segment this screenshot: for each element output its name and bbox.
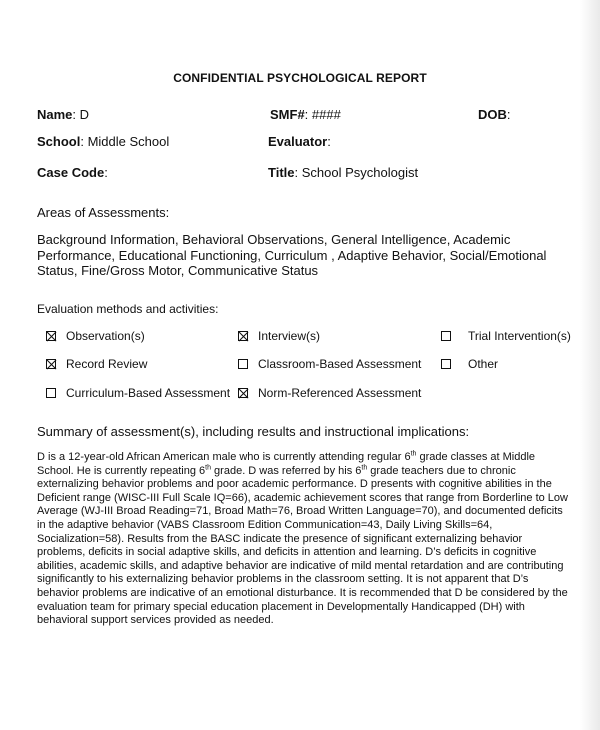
summary-text-part: grade classes at Middle School. He is currently repeating 6 (37, 451, 536, 477)
checkbox-empty-icon[interactable] (46, 388, 56, 398)
title-value: : School Psychologist (294, 165, 419, 180)
areas-heading: Areas of Assessments: (37, 205, 170, 220)
superscript: th (361, 463, 368, 471)
name-field (37, 107, 89, 122)
evaluator-field (268, 134, 331, 149)
smf-label: SMF# (270, 107, 305, 122)
summary-text-part: grade teachers due to chronic externalizing behavior problems and poor academic performance. D presents with cognitive abilities in the Deficient range (WISC-III Full Scale IQ=66), academic achievement scores that range from Borderline to Low Average (WJ-III Broad Reading=71, Broad Math=76, Broad Written Language=70), and documented deficits in the adaptive behavior (VABS Classroom Edition Communication=43, Daily Living Skills=64, Socialization=58). Results from the BASC indicate the presence of significant externalizing behavior problems, deficits in social adaptive skills, and deficits in attention and learning. D’s deficits in cognitive abilities, academic skills, and adaptive behavior are indicative of mild mental retardation and are contributing significantly to his externalizing behavior problems in the classroom setting. It is not apparent that D’s behavior problems are indicative of an emotional disturbance. It is recommended that D be considered by the evaluation team for primary special education placement in Developmentally Handicapped (DH) with behavioral support services provided as needed. (37, 464, 568, 627)
checkbox-label: Other (468, 357, 499, 371)
checkbox-label: Trial Intervention(s) (468, 329, 571, 343)
checkbox-classroom-based-assessment[interactable] (238, 357, 421, 371)
checkbox-checked-icon[interactable] (46, 359, 56, 369)
evaluator-label: Evaluator (268, 134, 328, 149)
smf-field (270, 107, 341, 122)
checkbox-checked-icon[interactable] (238, 331, 248, 341)
summary-text (37, 451, 569, 628)
case-code-field (37, 165, 108, 180)
school-field (37, 134, 169, 149)
checkbox-empty-icon[interactable] (238, 359, 248, 369)
checkbox-record-review[interactable] (46, 357, 147, 371)
summary-heading: Summary of assessment(s), including results and instructional implications: (37, 424, 470, 439)
checkbox-curriculum-based-assessment[interactable] (46, 386, 230, 400)
checkbox-checked-icon[interactable] (238, 388, 248, 398)
checkbox-other[interactable] (441, 357, 498, 371)
checkbox-observations[interactable] (46, 329, 145, 343)
checkbox-label: Curriculum-Based Assessment (66, 386, 231, 400)
school-value: : Middle School (80, 134, 170, 149)
page-edge-shadow (580, 0, 600, 730)
checkbox-label: Observation(s) (66, 329, 145, 343)
summary-text-part: grade. D was referred by his 6 (211, 464, 362, 477)
checkbox-label: Record Review (66, 357, 148, 371)
checkbox-label: Norm-Referenced Assessment (258, 386, 422, 400)
checkbox-checked-icon[interactable] (46, 331, 56, 341)
name-label: Name (37, 107, 73, 122)
dob-field (478, 107, 511, 122)
checkbox-trial-interventions[interactable] (441, 329, 571, 343)
summary-text-part: D is a 12-year-old African American male who is currently attending regular 6 (37, 451, 411, 463)
areas-text: Background Information, Behavioral Observations, General Intelligence, Academic Performance, Educational Functioning, Curriculum , Adaptive Behavior, Social/Emotional Status, Fine/Gross Motor, Communicative Status (37, 232, 547, 278)
checkbox-label: Interview(s) (258, 329, 321, 343)
title-field (268, 165, 418, 180)
case-code-value: : (104, 165, 108, 180)
dob-label: DOB (478, 107, 507, 122)
checkbox-interviews[interactable] (238, 329, 320, 343)
checkbox-empty-icon[interactable] (441, 359, 451, 369)
dob-value: : (506, 107, 511, 122)
school-label: School (37, 134, 81, 149)
checkbox-norm-referenced-assessment[interactable] (238, 386, 421, 400)
title-label: Title (268, 165, 295, 180)
evaluator-value: : (327, 134, 331, 149)
superscript: th (410, 450, 417, 458)
superscript: th (205, 463, 211, 471)
checkbox-empty-icon[interactable] (441, 331, 451, 341)
checkbox-label: Classroom-Based Assessment (258, 357, 422, 371)
name-value: : D (72, 107, 90, 122)
evaluation-heading: Evaluation methods and activities: (37, 302, 219, 316)
smf-value: : #### (304, 107, 341, 122)
report-title: CONFIDENTIAL PSYCHOLOGICAL REPORT (173, 71, 427, 85)
case-code-label: Case Code (37, 165, 105, 180)
